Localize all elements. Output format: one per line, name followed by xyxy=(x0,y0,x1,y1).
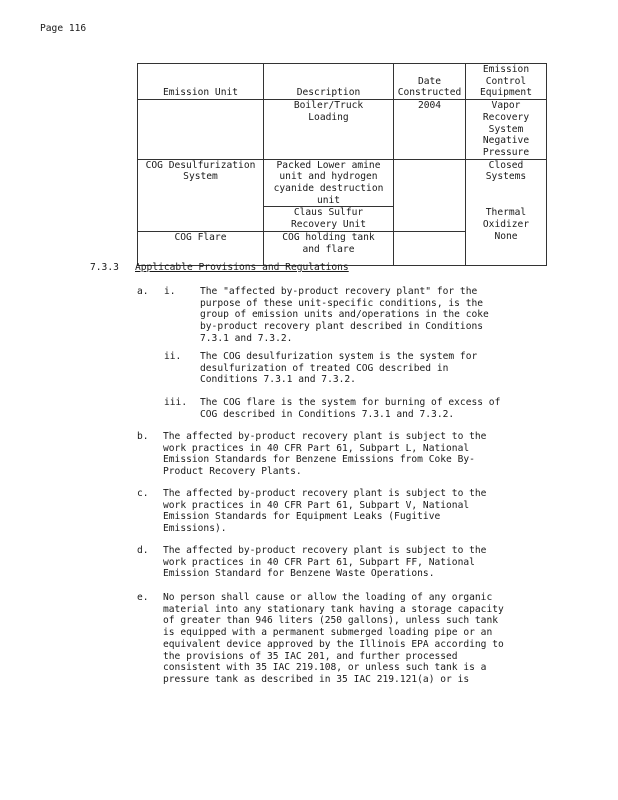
table-cell: COG holding tank and flare xyxy=(264,231,394,266)
subitem-label: i. xyxy=(164,286,176,297)
table-cell xyxy=(394,231,466,266)
column-header: Description xyxy=(264,64,394,100)
item-label: c. xyxy=(137,488,149,499)
table-header-row xyxy=(138,64,547,100)
sub-list-item xyxy=(164,351,524,386)
table-cell xyxy=(394,207,466,231)
column-header: Date Constructed xyxy=(394,64,466,100)
emission-units-table xyxy=(137,63,547,266)
table-cell: Boiler/Truck Loading xyxy=(264,100,394,160)
table-cell: Vapor Recovery System Negative Pressure xyxy=(466,100,547,160)
item-text: The affected by-product recovery plant is subject to the work practices in 40 CFR Part 61, Subpart FF, National Emission Standard for Benzene Waste Operations. xyxy=(163,545,487,580)
list-item xyxy=(137,592,537,686)
item-label: b. xyxy=(137,431,149,442)
table-cell: Claus Sulfur Recovery Unit xyxy=(264,207,394,231)
table-row xyxy=(138,159,547,207)
table-cell: Closed Systems xyxy=(466,159,547,207)
item-label: d. xyxy=(137,545,149,556)
section-heading xyxy=(90,262,349,274)
list-item xyxy=(137,431,537,478)
subitem-label: iii. xyxy=(164,397,188,408)
item-text: The affected by-product recovery plant is subject to the work practices in 40 CFR Part 61, Subpart V, National Emission Standards for Equipment Leaks (Fugitive Emissions). xyxy=(163,488,487,535)
table-cell xyxy=(138,100,264,160)
table-cell: COG Desulfurization System xyxy=(138,159,264,207)
table-cell xyxy=(138,207,264,231)
subitem-text: The "affected by-product recovery plant" for the purpose of these unit-specific conditions, is the group of emission units and/operations in the coke by-product recovery plant described in Conditions 7.3.1 and 7.3.2. xyxy=(200,286,489,344)
table-cell: None xyxy=(466,231,547,266)
column-header: Emission Unit xyxy=(138,64,264,100)
table-cell xyxy=(394,159,466,207)
item-label: e. xyxy=(137,592,149,603)
list-item xyxy=(137,545,537,580)
table-cell: COG Flare xyxy=(138,231,264,266)
table-row xyxy=(138,207,547,231)
table-row xyxy=(138,100,547,160)
list-item xyxy=(137,488,537,535)
page-number: Page 116 xyxy=(40,23,87,34)
subitem-text: The COG desulfurization system is the system for desulfurization of treated COG described in Conditions 7.3.1 and 7.3.2. xyxy=(200,351,478,386)
subitem-text: The COG flare is the system for burning of excess of COG described in Conditions 7.3.1 and 7.3.2. xyxy=(200,397,501,420)
item-text: No person shall cause or allow the loading of any organic material into any stationary tank having a storage capacity of greater than 946 liters (250 gallons), unless such tank is equipped with a permanent submerged loading pipe or an equivalent device approved by the Illinois EPA according to the provisions of 35 IAC 201, and further processed consistent with 35 IAC 219.108, or unless such tank is a pressure tank as described in 35 IAC 219.121(a) or is xyxy=(163,592,504,685)
column-header: Emission Control Equipment xyxy=(466,64,547,100)
table-cell: Packed Lower amine unit and hydrogen cyanide destruction unit xyxy=(264,159,394,207)
item-label: a. xyxy=(137,286,149,297)
table-cell: Thermal Oxidizer xyxy=(466,207,547,231)
section-title: Applicable Provisions and Regulations xyxy=(135,262,349,273)
item-text: The affected by-product recovery plant is subject to the work practices in 40 CFR Part 61, Subpart L, National Emission Standards for Benzene Emissions from Coke By- Product Recovery Plants. xyxy=(163,431,487,478)
table-cell: 2004 xyxy=(394,100,466,160)
table-row xyxy=(138,231,547,266)
section-number: 7.3.3 xyxy=(90,262,119,273)
subitem-label: ii. xyxy=(164,351,182,362)
sub-list-item xyxy=(164,397,524,420)
sub-list-item xyxy=(164,286,524,345)
